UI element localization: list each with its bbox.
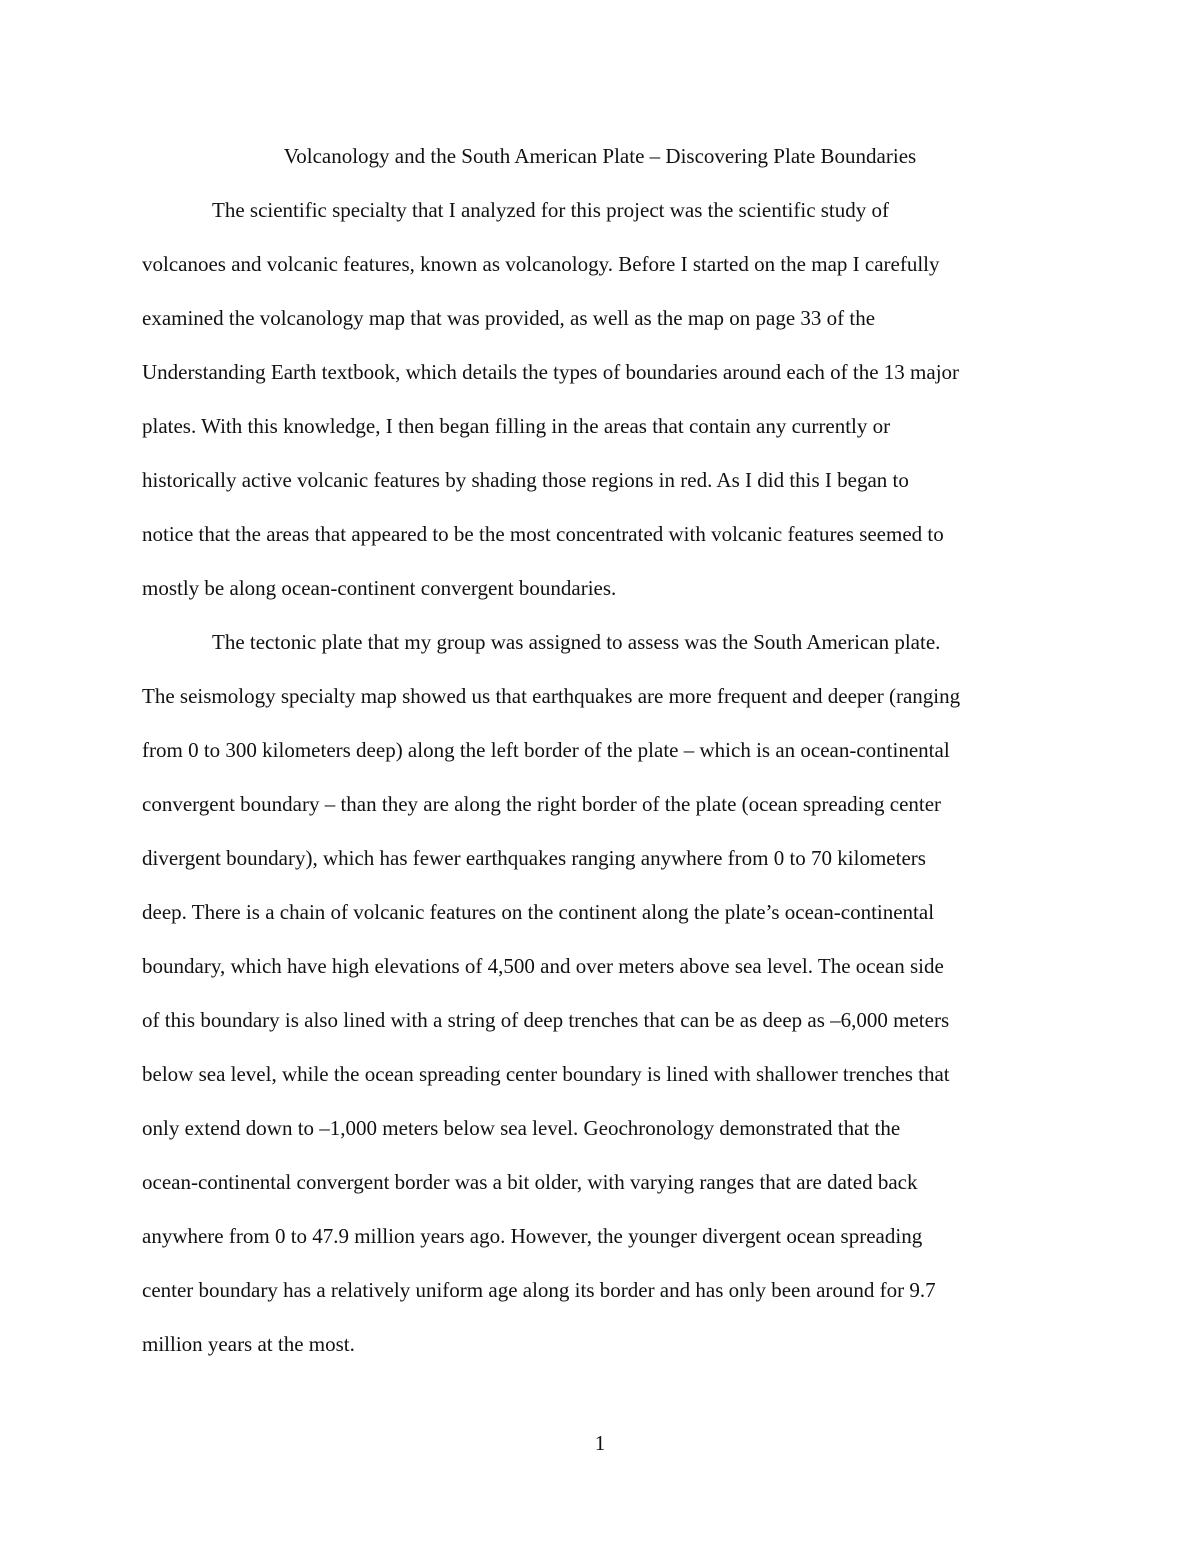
- paragraph-1-line-2: volcanoes and volcanic features, known as volcanology. Before I started on the map I carefully: [142, 252, 940, 276]
- paragraph-1-line-1: The scientific specialty that I analyzed for this project was the scientific study of: [212, 198, 890, 222]
- paragraph-1-line-7: notice that the areas that appeared to be the most concentrated with volcanic features seemed to: [142, 522, 944, 546]
- paragraph-2-line-13: center boundary has a relatively uniform age along its border and has only been around for 9.7: [142, 1278, 936, 1302]
- paragraph-2-line-9: below sea level, while the ocean spreading center boundary is lined with shallower trenches that: [142, 1062, 950, 1086]
- paragraph-2-line-3: from 0 to 300 kilometers deep) along the left border of the plate – which is an ocean-continental: [142, 738, 950, 762]
- paragraph-1-line-8: mostly be along ocean-continent convergent boundaries.: [142, 576, 617, 600]
- paragraph-2-line-4: convergent boundary – than they are along the right border of the plate (ocean spreading center: [142, 792, 942, 816]
- paragraph-2-line-8: of this boundary is also lined with a string of deep trenches that can be as deep as –6,000 meters: [142, 1008, 950, 1032]
- document-title: Volcanology and the South American Plate – Discovering Plate Boundaries: [283, 144, 917, 168]
- paragraph-1-line-3: examined the volcanology map that was provided, as well as the map on page 33 of the: [142, 306, 876, 330]
- paragraph-2-line-1: The tectonic plate that my group was assigned to assess was the South American plate.: [212, 630, 941, 654]
- paragraph-1-line-4: Understanding Earth textbook, which details the types of boundaries around each of the 13 major: [142, 360, 960, 384]
- paragraph-1-line-5: plates. With this knowledge, I then began filling in the areas that contain any currently or: [142, 414, 891, 438]
- paragraph-2-line-14: million years at the most.: [142, 1332, 355, 1356]
- paragraph-2-line-11: ocean-continental convergent border was a bit older, with varying ranges that are dated back: [142, 1170, 918, 1194]
- paragraph-2-line-2: The seismology specialty map showed us that earthquakes are more frequent and deeper (ranging: [142, 684, 961, 708]
- paragraph-2-line-7: boundary, which have high elevations of 4,500 and over meters above sea level. The ocean side: [142, 954, 944, 978]
- paragraph-2-line-10: only extend down to –1,000 meters below sea level. Geochronology demonstrated that the: [142, 1116, 901, 1140]
- paragraph-2-line-5: divergent boundary), which has fewer earthquakes ranging anywhere from 0 to 70 kilometers: [142, 846, 926, 870]
- paragraph-1-line-6: historically active volcanic features by shading those regions in red. As I did this I began to: [142, 468, 909, 492]
- paragraph-2-line-6: deep. There is a chain of volcanic features on the continent along the plate’s ocean-continental: [142, 900, 935, 924]
- page-number: 1: [594, 1431, 606, 1455]
- paragraph-2-line-12: anywhere from 0 to 47.9 million years ago. However, the younger divergent ocean spreading: [142, 1224, 923, 1248]
